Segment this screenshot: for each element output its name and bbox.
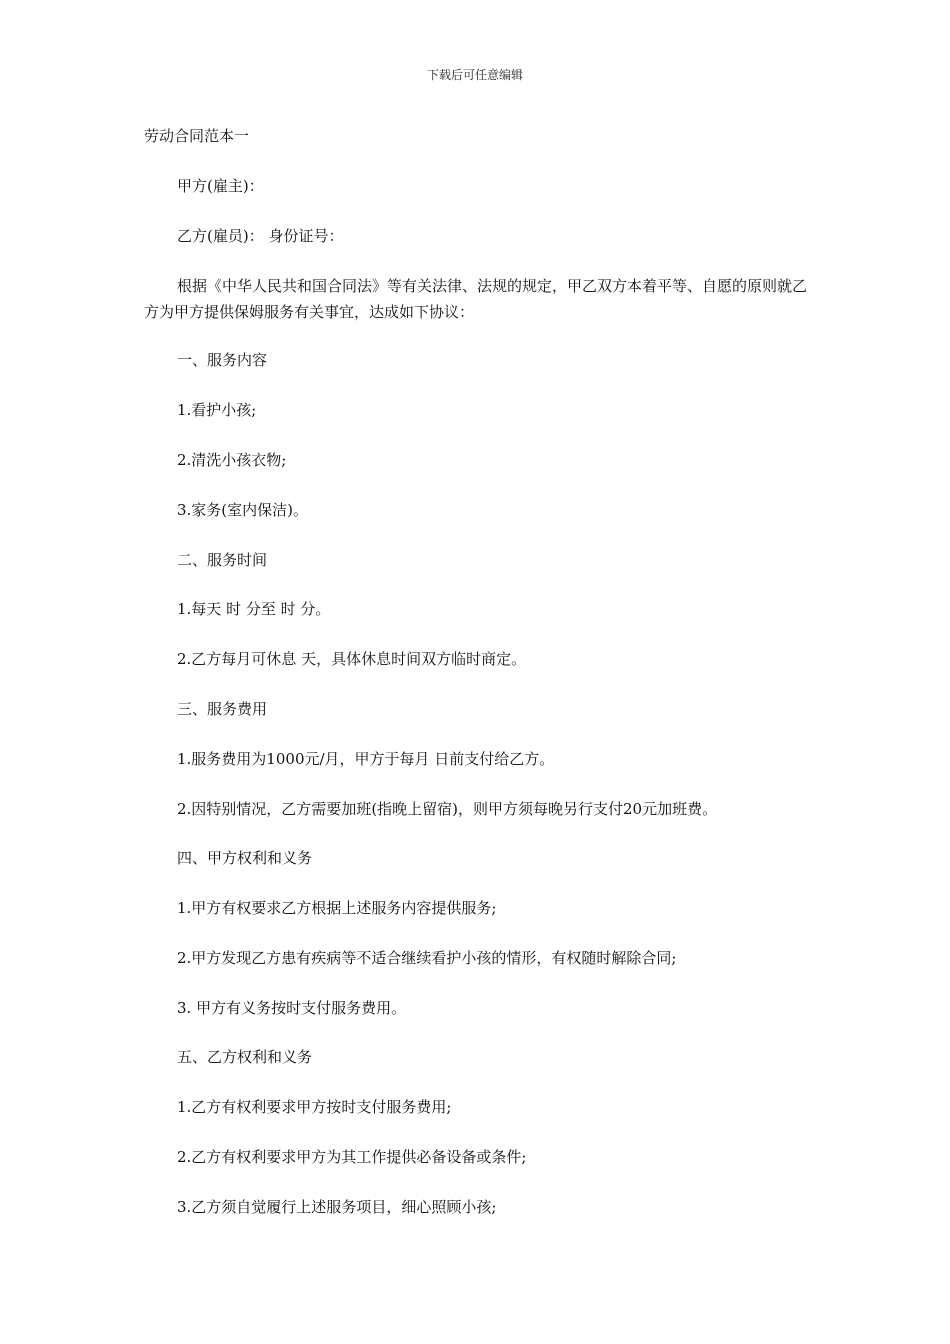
section-item: 3.家务(室内保洁)。 — [177, 501, 309, 519]
intro-paragraph: 根据《中华人民共和国合同法》等有关法律、法规的规定，甲乙双方本着平等、自愿的原则就乙方为甲方提供保姆服务有关事宜，达成如下协议： — [144, 277, 808, 321]
section-item: 2.因特别情况，乙方需要加班(指晚上留宿)，则甲方须每晚另行支付20元加班费。 — [177, 800, 718, 818]
section-heading: 五、乙方权利和义务 — [177, 1048, 313, 1066]
section-item: 1.甲方有权要求乙方根据上述服务内容提供服务; — [177, 899, 497, 917]
section-heading: 一、服务内容 — [177, 351, 268, 369]
section-heading: 三、服务费用 — [177, 700, 268, 718]
section-item: 3.乙方须自觉履行上述服务项目，细心照顾小孩; — [177, 1198, 497, 1216]
party-b-line: 乙方(雇员)： 身份证号： — [177, 227, 344, 245]
section-item: 2.乙方有权利要求甲方为其工作提供必备设备或条件; — [177, 1148, 527, 1166]
document-title: 劳动合同范本一 — [144, 127, 250, 145]
header-note: 下载后可任意编辑 — [426, 68, 523, 82]
section-item: 2.乙方每月可休息 天，具体休息时间双方临时商定。 — [177, 650, 527, 668]
party-a-line: 甲方(雇主)： — [177, 177, 264, 195]
section-item: 2.清洗小孩衣物; — [177, 451, 287, 469]
section-item: 3. 甲方有义务按时支付服务费用。 — [177, 999, 407, 1017]
section-item: 1.乙方有权利要求甲方按时支付服务费用; — [177, 1098, 452, 1116]
section-heading: 二、服务时间 — [177, 551, 268, 569]
section-item: 1.服务费用为1000元/月，甲方于每月 日前支付给乙方。 — [177, 750, 555, 768]
section-heading: 四、甲方权利和义务 — [177, 849, 313, 867]
section-item: 1.每天 时 分至 时 分。 — [177, 600, 331, 618]
section-item: 2.甲方发现乙方患有疾病等不适合继续看护小孩的情形，有权随时解除合同; — [177, 949, 677, 967]
section-item: 1.看护小孩; — [177, 401, 257, 419]
